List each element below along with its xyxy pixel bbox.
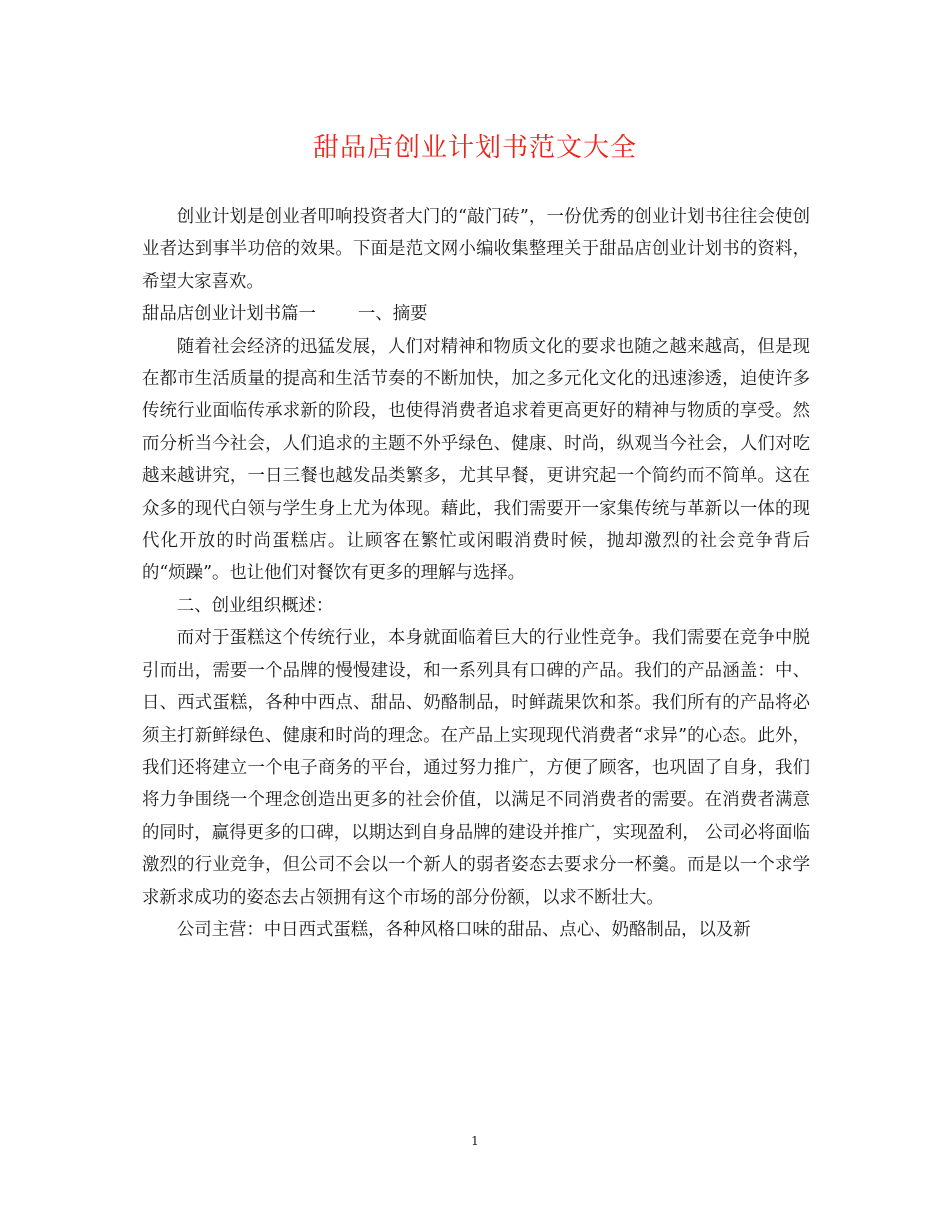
section-2-heading: 二、创业组织概述：: [176, 595, 334, 616]
page-number: 1: [471, 1134, 479, 1148]
section-1-heading: 一、摘要: [357, 304, 428, 325]
intro-paragraph: 创业计划是创业者叩响投资者大门的“敲门砖”，一份优秀的创业计划书往往会使创业者达到事半功倍的效果。下面是范文网小编收集整理关于甜品店创业计划书的资料，希望大家喜欢。: [142, 207, 810, 292]
document-body: [142, 201, 810, 946]
chapter-label: 甜品店创业计划书篇一: [142, 304, 316, 325]
document-title: 甜品店创业计划书范文大全: [312, 133, 637, 163]
chapter-heading-line: [142, 298, 810, 330]
section-1-paragraph: 随着社会经济的迅猛发展，人们对精神和物质文化的要求也随之越来越高，但是现在都市生活质量的提高和生活节奏的不断加快，加之多元化文化的迅速渗透，迫使许多传统行业面临传承求新的阶段，也使得消费者追求着更高更好的精神与物质的享受。然而分析当今社会，人们追求的主题不外乎绿色、健康、时尚，纵观当今社会，人们对吃越来越讲究，一日三餐也越发品类繁多，尤其早餐，更讲究起一个简约而不简单。这在众多的现代白领与学生身上尤为体现。藉此，我们需要开一家集传统与革新以一体的现代化开放的时尚蛋糕店。让顾客在繁忙或闲暇消费时候，抛却激烈的社会竞争背后的“烦躁”。也让他们对餐饮有更多的理解与选择。: [142, 336, 810, 584]
business-scope-paragraph: 公司主营：中日西式蛋糕，各种风格口味的甜品、点心、奶酪制品，以及新: [176, 919, 751, 940]
section-2-paragraph: 而对于蛋糕这个传统行业，本身就面临着巨大的行业性竞争。我们需要在竞争中脱引而出，需要一个品牌的慢慢建设，和一系列具有口碑的产品。我们的产品涵盖：中、日、西式蛋糕，各种中西点、甜品、奶酪制品，时鲜蔬果饮和茶。我们所有的产品将必须主打新鲜绿色、健康和时尚的理念。在产品上实现现代消费者“求异”的心态。此外，我们还将建立一个电子商务的平台，通过努力推广，方便了顾客，也巩固了自身，我们将力争围绕一个理念创造出更多的社会价值，以满足不同消费者的需要。在消费者满意的同时，赢得更多的口碑，以期达到自身品牌的建设并推广，实现盈利， 公司必将面临激烈的行业竞争，但公司不会以一个新人的弱者姿态去要求分一杯羹。而是以一个求学求新求成功的姿态去占领拥有这个市场的部分份额，以求不断壮大。: [142, 628, 810, 908]
